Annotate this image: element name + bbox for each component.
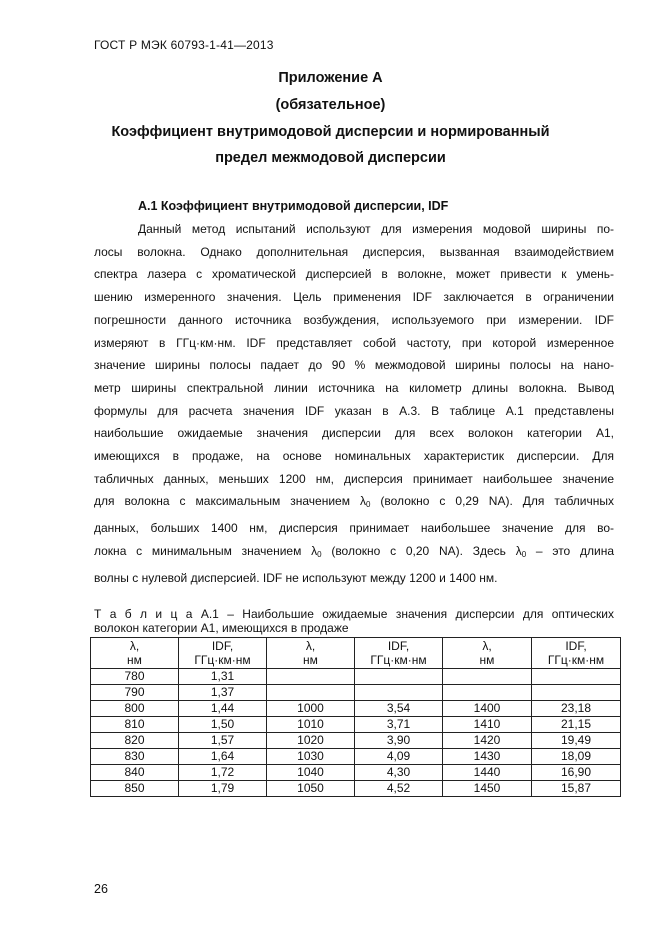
table-header-text: λ, <box>305 639 316 653</box>
table-cell: 1000 <box>267 701 355 717</box>
paragraph-line: Данный метод испытаний используют для измерения модовой ширины по- <box>138 222 614 236</box>
table-cell: 780 <box>91 669 179 685</box>
table-cell: 810 <box>91 717 179 733</box>
table-cell <box>355 669 443 685</box>
appendix-title: Приложение А <box>278 70 383 86</box>
table-cell: 790 <box>91 685 179 701</box>
table-header-cell <box>91 638 179 669</box>
table-cell <box>443 669 532 685</box>
table-cell <box>532 685 621 701</box>
table-cell <box>267 669 355 685</box>
table-row <box>91 765 621 781</box>
table-header-text: нм <box>303 653 318 667</box>
table-cell: 23,18 <box>532 701 621 717</box>
table-cell: 3,54 <box>355 701 443 717</box>
table-cell: 1450 <box>443 781 532 797</box>
table-cell: 1,57 <box>179 733 267 749</box>
table-cell: 1,37 <box>179 685 267 701</box>
paragraph-line: метр ширины спектральной линии источника на километр длины волокна. Вывод <box>94 380 614 395</box>
table-header-text: λ, <box>129 639 140 653</box>
table-caption-line2: волокон категории А1, имеющихся в продаже <box>94 621 349 635</box>
table-header-cell <box>179 638 267 669</box>
table-cell: 4,52 <box>355 781 443 797</box>
table-caption <box>94 607 614 635</box>
table-row <box>91 717 621 733</box>
table-header-text: нм <box>479 653 495 667</box>
table-header-cell <box>443 638 532 669</box>
paragraph-line: табличных данных, меньших 1200 нм, дисперсия принимает наибольшее значение <box>94 471 614 486</box>
table-cell: 4,30 <box>355 765 443 781</box>
table-header-text: IDF, <box>565 639 587 653</box>
table-cell: 1430 <box>443 749 532 765</box>
table-cell: 1,72 <box>179 765 267 781</box>
paragraph-line: шению измеренного значения. Цель применения IDF заключается в ограничении <box>94 290 614 305</box>
document-header: ГОСТ Р МЭК 60793-1-41—2013 <box>94 38 274 52</box>
table-cell: 1,44 <box>179 701 267 717</box>
paragraph-line: погрешности данного источника возбуждения, используемого при измерении. IDF <box>94 312 614 327</box>
table-row <box>91 669 621 685</box>
paragraph-line: волны с нулевой дисперсией. IDF не используют между 1200 и 1400 нм. <box>94 570 498 585</box>
table-header-text: нм <box>127 653 142 667</box>
table-cell: 1420 <box>443 733 532 749</box>
table-row <box>91 733 621 749</box>
table-cell: 1,79 <box>179 781 267 797</box>
table-cell: 1040 <box>267 765 355 781</box>
appendix-heading-line2: предел межмодовой дисперсии <box>215 150 446 166</box>
table-cell: 820 <box>91 733 179 749</box>
table-row <box>91 749 621 765</box>
table-cell <box>355 685 443 701</box>
table-header-text: ГГц·км·нм <box>370 653 427 667</box>
table-cell: 850 <box>91 781 179 797</box>
paragraph-line: для волокна с максимальным значением $\lambda_0$ (волокно с 0,29 NA). Для табличных <box>94 494 615 510</box>
table-caption-line1: Т а б л и ц а А.1 – Наибольшие ожидаемые значения дисперсии для оптических <box>94 607 614 621</box>
table-header-cell <box>355 638 443 669</box>
section-paragraph <box>94 218 614 589</box>
paragraph-line: измеряют в ГГц·км·нм. IDF представляет собой частоту, при которой измеренное <box>94 335 614 350</box>
table-cell: 840 <box>91 765 179 781</box>
table-cell: 4,09 <box>355 749 443 765</box>
appendix-status: (обязательное) <box>275 97 386 113</box>
table-cell: 18,09 <box>532 749 621 765</box>
table-cell: 1030 <box>267 749 355 765</box>
table-cell: 3,71 <box>355 717 443 733</box>
table-header-row <box>91 638 621 669</box>
table-cell: 21,15 <box>532 717 621 733</box>
paragraph-line: наибольшие ожидаемые значения дисперсии для всех волокон категории А1, <box>94 426 614 441</box>
table-cell <box>532 669 621 685</box>
table-cell: 830 <box>91 749 179 765</box>
paragraph-line: локна с минимальным значением $\lambda_0$ (волокно с 0,20 NA). Здесь $\lambda_0$ – это длина <box>94 543 615 559</box>
appendix-heading-line1: Коэффициент внутримодовой дисперсии и нормированный <box>111 124 550 140</box>
table-cell: 1400 <box>443 701 532 717</box>
table-row <box>91 781 621 797</box>
table-cell <box>267 685 355 701</box>
table-header-cell <box>532 638 621 669</box>
table-row <box>91 701 621 717</box>
table-cell: 1,50 <box>179 717 267 733</box>
table-cell: 1440 <box>443 765 532 781</box>
paragraph-line: значение ширины полосы падает до 90 % межмодовой ширины полосы на нано- <box>94 358 614 373</box>
dispersion-table <box>90 637 621 797</box>
table-cell <box>443 685 532 701</box>
table-cell: 3,90 <box>355 733 443 749</box>
table-cell: 800 <box>91 701 179 717</box>
table-cell: 1,64 <box>179 749 267 765</box>
paragraph-line: данных, больших 1400 нм, дисперсия принимает наибольшее значение для во- <box>94 521 614 536</box>
paragraph-line: имеющихся в продаже, на основе номинальных характеристик дисперсии. Для <box>94 449 614 464</box>
table-cell: 1020 <box>267 733 355 749</box>
table-header-text: ГГц·км·нм <box>194 653 251 667</box>
table-row <box>91 685 621 701</box>
paragraph-line: лосы волокна. Однако дополнительная дисперсия, вызванная взаимодействием <box>94 244 614 259</box>
table-cell: 16,90 <box>532 765 621 781</box>
table-header-text: IDF, <box>387 639 410 653</box>
paragraph-line: спектра лазера с хроматической дисперсией в волокне, может привести к умень- <box>94 267 614 282</box>
section-heading: А.1 Коэффициент внутримодовой дисперсии, IDF <box>138 199 449 213</box>
table-cell: 1050 <box>267 781 355 797</box>
table-header-cell <box>267 638 355 669</box>
table-cell: 19,49 <box>532 733 621 749</box>
table-cell: 1,31 <box>179 669 267 685</box>
table-header-text: λ, <box>482 639 492 653</box>
table-cell: 15,87 <box>532 781 621 797</box>
paragraph-line: формулы для расчета значения IDF указан в А.3. В таблице А.1 представлены <box>94 403 614 418</box>
table-header-text: ГГц·км·нм <box>547 653 605 667</box>
table-cell: 1410 <box>443 717 532 733</box>
table-header-text: IDF, <box>211 639 234 653</box>
table-cell: 1010 <box>267 717 355 733</box>
page-number: 26 <box>94 882 108 896</box>
